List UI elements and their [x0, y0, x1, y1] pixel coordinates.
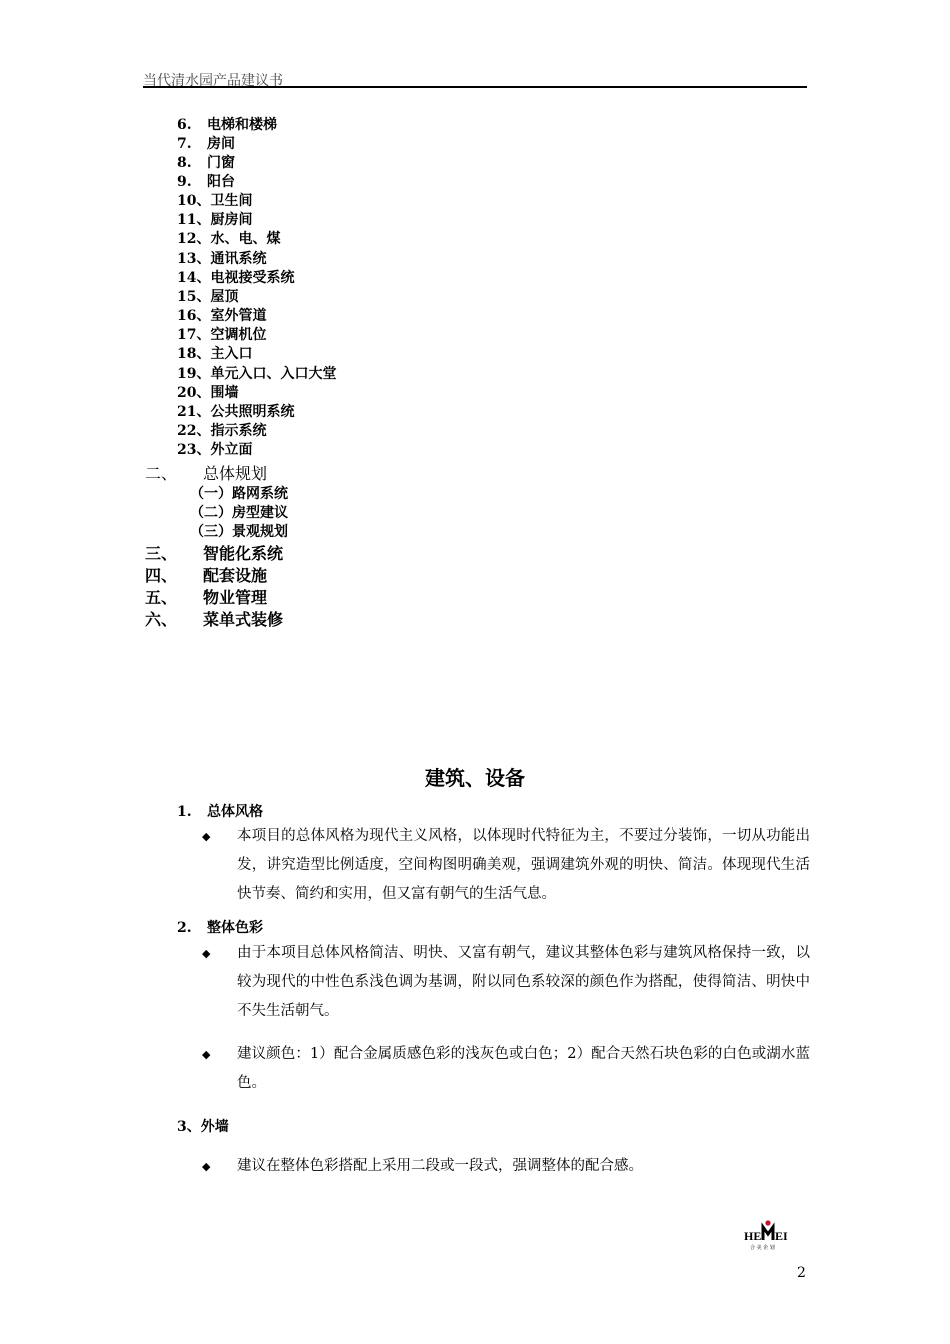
toc-item: 16、室外管道	[177, 308, 267, 324]
toc-item: 18、主入口	[177, 346, 253, 362]
toc-item: 13、通讯系统	[177, 251, 267, 267]
toc-item: 11、厨房间	[177, 212, 253, 228]
header-title: 当代清水园产品建议书	[143, 73, 283, 89]
toc-item: 19、单元入口、入口大堂	[177, 366, 337, 382]
header-rule	[143, 86, 807, 88]
toc-item: 20、围墙	[177, 385, 239, 401]
logo-text-left: HE	[744, 1229, 762, 1243]
toc-item: 21、公共照明系统	[177, 404, 295, 420]
toc-section-5: 五、 物业管理	[145, 588, 268, 607]
toc-item: 22、指示系统	[177, 423, 267, 439]
toc-item: 10、卫生间	[177, 193, 253, 209]
toc-subitem: （三）景观规划	[190, 524, 288, 540]
toc-subitem: （二）房型建议	[190, 505, 288, 521]
heading-overall-style: 1. 总体风格	[177, 804, 263, 820]
logo-subtext: 合 美 企 划	[750, 1245, 775, 1251]
logo-text-right: EI	[775, 1229, 788, 1243]
toc-item: 23、外立面	[177, 442, 253, 458]
company-logo-mark	[744, 1218, 808, 1252]
heading-overall-color: 2. 整体色彩	[177, 920, 263, 936]
paragraph-overall-color: 由于本项目总体风格简洁、明快、又富有朝气，建议其整体色彩与建筑风格保持一致，以较为现代的中性色系浅色调为基调，附以同色系较深的颜色作为搭配，使得简洁、明快中不失生活朝气。	[237, 945, 810, 1019]
toc-section-6: 六、 菜单式装修	[145, 610, 284, 629]
toc-item: 7. 房间	[177, 136, 235, 152]
page-number: 2	[797, 1265, 806, 1281]
toc-subitem: （一）路网系统	[190, 486, 288, 502]
heading-exterior-wall: 3、外墙	[177, 1119, 229, 1135]
logo-dot	[765, 1220, 770, 1225]
toc-item: 9. 阳台	[177, 174, 235, 190]
toc-section-2: 二、 总体规划	[145, 464, 268, 483]
chapter-title: 建筑、设备	[425, 766, 525, 790]
toc-item: 15、屋顶	[177, 289, 239, 305]
toc-item: 14、电视接受系统	[177, 270, 295, 286]
logo-m-shape	[763, 1227, 773, 1240]
bullet-diamond-icon: ◆	[202, 830, 211, 843]
company-logo	[744, 1218, 808, 1252]
bullet-diamond-icon: ◆	[202, 1160, 211, 1173]
toc-item: 12、水、电、煤	[177, 231, 281, 247]
toc-item: 6. 电梯和楼梯	[177, 117, 277, 133]
bullet-diamond-icon: ◆	[202, 947, 211, 960]
paragraph-overall-style: 本项目的总体风格为现代主义风格，以体现时代特征为主，不要过分装饰，一切从功能出发，讲究造型比例适度，空间构图明确美观，强调建筑外观的明快、简洁。体现现代生活快节奏、简约和实用，但又富有朝气的生活气息。	[237, 828, 810, 902]
toc-section-4: 四、 配套设施	[145, 566, 268, 585]
paragraph-color-suggestion: 建议颜色：1）配合金属质感色彩的浅灰色或白色；2）配合天然石块色彩的白色或湖水蓝色。	[237, 1046, 810, 1091]
toc-item: 8. 门窗	[177, 155, 235, 171]
bullet-diamond-icon: ◆	[202, 1048, 211, 1061]
toc-section-3: 三、 智能化系统	[145, 544, 284, 563]
paragraph-exterior-wall: 建议在整体色彩搭配上采用二段或一段式，强调整体的配合感。	[237, 1158, 643, 1174]
toc-item: 17、空调机位	[177, 327, 267, 343]
